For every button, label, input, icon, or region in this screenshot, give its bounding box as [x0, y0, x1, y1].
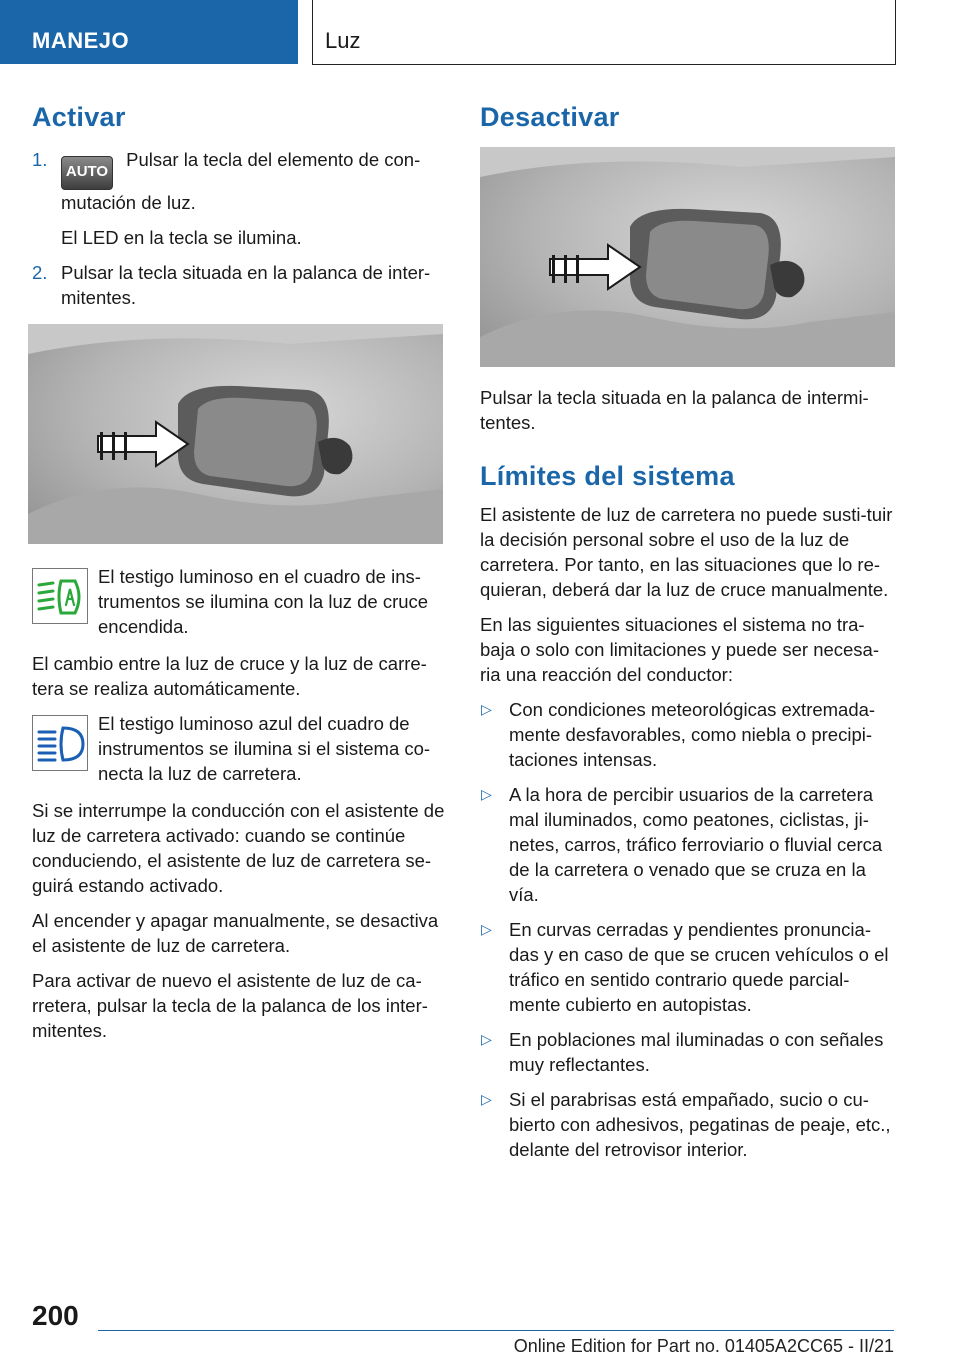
paragraph: El asistente de luz de carretera no puede susti-tuir la decisión personal sobre el uso de la luz de carretera. Por tanto, en las situaciones que lo re-quieran, deberá dar la luz de cruce manualmente. [480, 504, 893, 600]
step-1 [32, 147, 447, 215]
step-number: 1. [32, 149, 48, 170]
step-number: 2. [32, 262, 48, 283]
conditions-list [480, 697, 895, 1162]
list-item: ▷ En poblaciones mal iluminadas o con señales muy reflectantes. [481, 1029, 884, 1075]
right-column [480, 100, 895, 1172]
low-beam-indicator [32, 564, 447, 639]
high-beam-text: El testigo luminoso azul del cuadro de instrumentos se ilumina si el sistema co-necta la luz de carretera. [98, 713, 431, 784]
left-column [32, 100, 447, 1053]
paragraph: Al encender y apagar manualmente, se desactiva el asistente de luz de carretera. [32, 910, 439, 956]
footer-divider [98, 1330, 894, 1331]
paragraph: Para activar de nuevo el asistente de luz de ca-rretera, pulsar la tecla de la palanca de los inter-mitentes. [32, 970, 428, 1041]
paragraph: El cambio entre la luz de cruce y la luz de carre-tera se realiza automáticamente. [32, 653, 427, 699]
list-item: ▷ Con condiciones meteorológicas extremada-mente desfavorables, como niebla o precipi-taciones intensas. [481, 699, 876, 770]
page-number: 200 [32, 1300, 79, 1331]
photo-caption: Pulsar la tecla situada en la palanca de intermi-tentes. [480, 387, 869, 433]
low-beam-text: El testigo luminoso en el cuadro de ins-trumentos se ilumina con la luz de cruce encendida. [98, 566, 429, 637]
turn-signal-lever-photo [28, 324, 443, 544]
high-beam-indicator [32, 711, 447, 786]
triangle-bullet-icon: ▷ [481, 1031, 492, 1047]
edition-info: Online Edition for Part no. 01405A2CC65 - II/21 [513, 1336, 894, 1356]
high-beam-assist-icon [32, 715, 88, 771]
low-beam-auto-icon [32, 568, 88, 624]
paragraph: En las siguientes situaciones el sistema no tra-baja o solo con limitaciones y puede ser necesa-ria una reacción del conductor: [480, 614, 880, 685]
triangle-bullet-icon: ▷ [481, 1091, 492, 1107]
list-item: ▷ En curvas cerradas y pendientes pronuncia-das y en caso de que se crucen vehículos o el tráfico en sentido contrario quede parcial-mente cubierto en autopistas. [481, 919, 889, 1015]
heading-activate: Activar [32, 102, 126, 132]
chapter-title: Luz [312, 0, 896, 65]
triangle-bullet-icon: ▷ [481, 786, 492, 802]
auto-key-icon: AUTO [61, 156, 113, 190]
paragraph: Si se interrumpe la conducción con el asistente de luz de carretera activado: cuando se continúe conduciendo, el asistente de luz de carretera se-guirá estando activado. [32, 800, 445, 896]
step-result: El LED en la tecla se ilumina. [61, 227, 302, 248]
list-item: ▷ Si el parabrisas está empañado, sucio o cu-bierto con adhesivos, pegatinas de peaje, etc., delante del retrovisor interior. [481, 1089, 891, 1160]
triangle-bullet-icon: ▷ [481, 921, 492, 937]
section-tab: MANEJO [0, 0, 298, 64]
arrow-right-icon [550, 245, 640, 289]
triangle-bullet-icon: ▷ [481, 701, 492, 717]
list-item: ▷ A la hora de percibir usuarios de la carretera mal iluminados, como peatones, ciclistas, ji-netes, carros, tráfico ferroviario o fluvial cerca de la carretera o venado que se cruza en la vía. [481, 784, 883, 905]
step-2 [32, 260, 447, 310]
heading-system-limits: Límites del sistema [480, 461, 735, 491]
heading-deactivate: Desactivar [480, 102, 620, 132]
step-text: Pulsar la tecla del elemento de con-mutación de luz. [61, 149, 421, 213]
step-text: Pulsar la tecla situada en la palanca de inter-mitentes. [61, 262, 431, 308]
turn-signal-lever-photo [480, 147, 895, 367]
arrow-right-icon [98, 422, 188, 466]
